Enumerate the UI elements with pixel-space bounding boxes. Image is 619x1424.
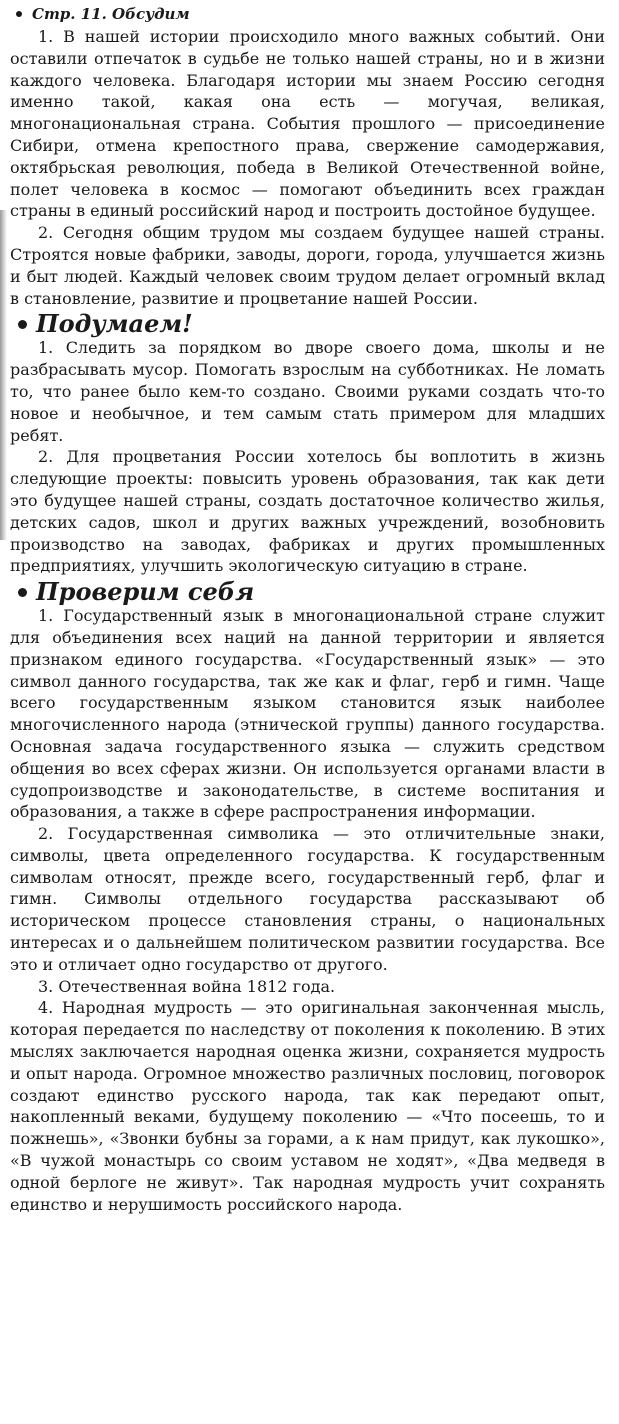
paragraph: 2. Для процветания России хотелось бы воплотить в жизнь следующие проекты: повысить уровень образования, так как дети это будущее нашей страны, создать достаточное количество жилья, детских садов, школ и других важных учреждений, возобновить производство на заводах, фабриках и других промышленных предприятиях, улучшить экологическую ситуацию в стране. [10, 447, 605, 576]
paragraph: 1. Государственный язык в многонациональной стране служит для объединения всех наций на данной территории и является признаком единого государства. «Государственный язык» — это символ данного государства, так же как и флаг, герб и гимн. Чаще всего государственным языком становится язык наиболее многочисленного народа (этнической группы) данного государства. Основная задача государственного языка — служить средством общения во всех сферах жизни. Он используется органами власти в судопроизводстве и законодательстве, в системе воспитания и образования, а также в сфере распространения информации. [10, 606, 605, 822]
bullet-icon [18, 588, 27, 597]
bullet-icon [16, 11, 22, 17]
paragraph: 1. В нашей истории происходило много важных событий. Они оставили отпечаток в судьбе не только нашей страны, но и в жизни каждого человека. Благодаря истории мы знаем Россию сегодня именно такой, какая она есть — могучая, великая, многонациональная страна. События прошлого — присоединение Сибири, отмена крепостного права, свержение самодержавия, октябрьская революция, победа в Великой Отечественной войне, полет человека в космос — помогают объединить всех граждан страны в единый российский народ и построить достойное будущее. [10, 27, 605, 221]
paragraph: 3. Отечественная война 1812 года. [38, 976, 336, 996]
section-proverim-sebya [10, 579, 605, 1215]
paragraph: 4. Народная мудрость — это оригинальная законченная мысль, которая передается по наследству от поколения к поколению. В этих мыслях заключается народная оценка жизни, сохраняется мудрость и опыт народа. Огромное множество различных пословиц, поговорок создают единство русского народа, так как передают опыт, накопленный веками, будущему поколению — «Что посеешь, то и пожнешь», «Звонки бубны за горами, а к нам придут, как лукошко», «В чужой монастырь со своим уставом не ходят», «Два медведя в одной берлоге не живут». Так народная мудрость учит сохранять единство и нерушимость российского народа. [10, 998, 605, 1214]
section-title: Подумаем! [36, 309, 193, 339]
scan-edge-shadow [0, 210, 7, 540]
section-title: Проверим себя [36, 577, 255, 607]
section-heading [10, 579, 605, 605]
paragraph: 1. Следить за порядком во дворе своего дома, школы и не разбрасывать мусор. Помогать взрослым на субботниках. Не ломать то, что ранее было кем-то создано. Своими руками создать что-то новое и необычное, и тем самым стать примером для младших ребят. [10, 338, 605, 445]
bullet-icon [18, 320, 27, 329]
section-obsudim [10, 2, 605, 309]
section-heading [10, 2, 605, 26]
section-title: Стр. 11. Обсудим [32, 5, 190, 23]
section-podumaem [10, 311, 605, 577]
paragraph: 2. Государственная символика — это отличительные знаки, символы, цвета определенного государства. К государственным символам относят, прежде всего, государственный герб, флаг и гимн. Символы отдельного государства рассказывают об историческом процессе становления страны, о национальных интересах и о дальнейшем политическом развитии государства. Все это и отличает одно государство от другого. [10, 824, 605, 974]
paragraph: 2. Сегодня общим трудом мы создаем будущее нашей страны. Строятся новые фабрики, заводы, дороги, города, улучшается жизнь и быт людей. Каждый человек своим трудом делает огромный вклад в становление, развитие и процветание нашей России. [10, 223, 605, 308]
section-heading [10, 311, 605, 337]
